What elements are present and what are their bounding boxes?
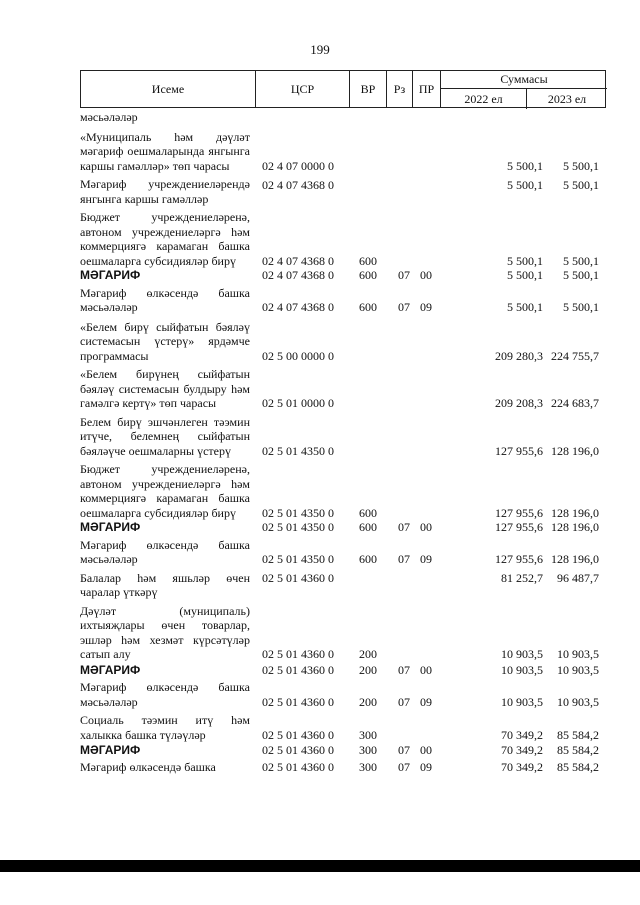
row-value-2023: 224 683,7	[551, 396, 599, 410]
table-row	[80, 286, 606, 315]
row-value-2022: 10 903,5	[501, 662, 543, 677]
row-value-2022: 70 349,2	[501, 759, 543, 774]
row-pr: 00	[420, 268, 432, 282]
scan-border	[0, 860, 640, 872]
row-csr: 02 5 01 4350 0	[262, 552, 334, 566]
table-row	[80, 177, 606, 206]
table-row	[80, 520, 606, 535]
row-value-2022: 70 349,2	[501, 727, 543, 742]
row-name: Мәгариф өлкәсендә башка мәсьәләләр	[80, 285, 250, 314]
row-name: МӘГАРИФ	[80, 743, 141, 757]
row-pr: 09	[420, 759, 432, 774]
row-name: мәсьәләләр	[80, 110, 138, 124]
header-pr: ПР	[413, 71, 441, 107]
table-row	[80, 713, 606, 742]
row-name: Дәүләт (муниципаль) ихтыяҗлары өчен товарлар, эшләр һәм хезмәт күрсәтүләр сатып алу	[80, 603, 250, 661]
row-value-2023: 10 903,5	[557, 694, 599, 709]
row-value-2022: 127 955,6	[495, 443, 543, 458]
row-csr: 02 5 01 4360 0	[262, 571, 334, 585]
row-csr: 02 5 00 0000 0	[262, 348, 334, 363]
table-row	[80, 663, 606, 678]
row-name: Бюджет учреждениеләренә, автоном учреждениеләргә һәм коммерциягә карамаган башка оешмаларга субсидияләр бирү	[80, 210, 250, 268]
budget-table-body	[80, 108, 606, 774]
table-row	[80, 415, 606, 459]
row-pr: 00	[420, 743, 432, 757]
row-name: Балалар һәм яшьләр өчен чаралар үткәрү	[80, 570, 250, 599]
row-name: Мәгариф учреждениеләрендә янгынга каршы гамәлләр	[80, 177, 250, 206]
row-csr: 02 4 07 4368 0	[262, 253, 334, 268]
row-csr: 02 5 01 4350 0	[262, 505, 334, 520]
row-vr: 200	[359, 662, 377, 677]
row-csr: 02 4 07 4368 0	[262, 177, 334, 192]
row-value-2022: 127 955,6	[495, 505, 543, 520]
row-csr: 02 4 07 4368 0	[262, 300, 334, 314]
row-csr: 02 5 01 4360 0	[262, 727, 334, 742]
table-row	[80, 462, 606, 520]
row-value-2022: 127 955,6	[495, 552, 543, 566]
row-name: МӘГАРИФ	[80, 520, 141, 534]
table-row	[80, 210, 606, 268]
table-row	[80, 130, 606, 174]
row-value-2022: 10 903,5	[501, 694, 543, 709]
row-value-2023: 5 500,1	[563, 177, 599, 192]
row-csr: 02 5 01 4360 0	[262, 759, 334, 774]
row-name: Белем бирү эшчәнлеген тәэмин итүче, белемнең сыйфатын бәяләүче оешмаларны үстерү	[80, 414, 250, 458]
table-row	[80, 110, 606, 125]
row-name: Мәгариф өлкәсендә башка	[80, 759, 216, 774]
header-year-2022: 2022 ел	[441, 89, 527, 109]
row-value-2022: 5 500,1	[507, 158, 543, 173]
table-row	[80, 571, 606, 600]
row-vr: 600	[359, 505, 377, 520]
row-name: «Муниципаль һәм дәүләт мәгариф оешмаларында янгынга каршы гамәлләр» төп чарасы	[80, 129, 250, 173]
table-row	[80, 538, 606, 567]
row-name: «Белем бирүнең сыйфатын бәяләү системасын булдыру һәм гамәлгә кертү» төп чарасы	[80, 367, 250, 410]
row-value-2022: 5 500,1	[507, 177, 543, 192]
row-value-2023: 224 755,7	[551, 348, 599, 363]
row-name: Мәгариф өлкәсендә башка мәсьәләләр	[80, 537, 250, 566]
row-value-2023: 128 196,0	[551, 552, 599, 566]
table-header	[80, 70, 606, 108]
header-vr: ВР	[350, 71, 387, 107]
row-csr: 02 4 07 4368 0	[262, 268, 334, 282]
row-value-2022: 10 903,5	[501, 647, 543, 661]
row-rz: 07	[398, 300, 410, 314]
row-name: Социаль тәэмин итү һәм халыкка башка түләүләр	[80, 713, 250, 742]
row-csr: 02 5 01 4360 0	[262, 647, 334, 661]
row-value-2023: 85 584,2	[557, 727, 599, 742]
row-pr: 00	[420, 520, 432, 534]
row-value-2022: 209 280,3	[495, 348, 543, 363]
header-csr: ЦСР	[256, 71, 350, 107]
row-csr: 02 5 01 4360 0	[262, 694, 334, 709]
row-csr: 02 5 01 4360 0	[262, 662, 334, 677]
page-number: 199	[310, 42, 330, 57]
table-row	[80, 680, 606, 709]
row-value-2023: 5 500,1	[563, 268, 599, 282]
row-vr: 600	[359, 552, 377, 566]
row-vr: 600	[359, 253, 377, 268]
row-name: МӘГАРИФ	[80, 662, 141, 677]
row-value-2023: 10 903,5	[557, 662, 599, 677]
row-vr: 600	[359, 520, 377, 534]
row-value-2023: 128 196,0	[551, 520, 599, 534]
row-value-2023: 5 500,1	[563, 253, 599, 268]
row-name: Мәгариф өлкәсендә башка мәсьәләләр	[80, 680, 250, 709]
row-rz: 07	[398, 759, 410, 774]
row-csr: 02 5 01 4350 0	[262, 443, 334, 458]
row-vr: 200	[359, 647, 377, 661]
row-value-2022: 5 500,1	[507, 300, 543, 314]
row-value-2022: 81 252,7	[501, 571, 543, 585]
header-year-2023: 2023 ел	[547, 91, 587, 106]
row-rz: 07	[398, 743, 410, 757]
row-pr: 09	[420, 552, 432, 566]
table-row	[80, 367, 606, 411]
row-name: Бюджет учреждениеләренә, автоном учреждениеләргә һәм коммерциягә карамаган башка оешмаларга субсидияләр бирү	[80, 462, 250, 520]
row-rz: 07	[398, 552, 410, 566]
row-pr: 00	[420, 662, 432, 677]
row-csr: 02 4 07 0000 0	[262, 158, 334, 173]
row-rz: 07	[398, 662, 410, 677]
row-rz: 07	[398, 268, 410, 282]
row-csr: 02 5 01 4350 0	[262, 520, 334, 534]
row-value-2023: 85 584,2	[557, 759, 599, 774]
row-csr: 02 5 01 0000 0	[262, 396, 334, 410]
header-sums: Суммасы	[441, 71, 607, 89]
row-rz: 07	[398, 694, 410, 709]
row-pr: 09	[420, 300, 432, 314]
row-vr: 600	[359, 300, 377, 314]
row-value-2023: 5 500,1	[563, 300, 599, 314]
table-row	[80, 268, 606, 283]
table-row	[80, 743, 606, 758]
row-vr: 300	[359, 759, 377, 774]
row-value-2023: 128 196,0	[551, 505, 599, 520]
table-row	[80, 760, 606, 775]
row-vr: 300	[359, 727, 377, 742]
row-rz: 07	[398, 520, 410, 534]
row-value-2022: 127 955,6	[495, 520, 543, 534]
row-value-2023: 128 196,0	[551, 443, 599, 458]
row-value-2022: 209 208,3	[495, 396, 543, 410]
row-value-2023: 5 500,1	[563, 158, 599, 173]
row-value-2022: 5 500,1	[507, 253, 543, 268]
row-value-2023: 85 584,2	[557, 743, 599, 757]
row-name: «Белем бирү сыйфатын бәяләү системасын үстерү» ярдәмче программасы	[80, 319, 250, 363]
header-rz: Рз	[387, 71, 413, 107]
row-name: МӘГАРИФ	[80, 268, 141, 282]
table-row	[80, 604, 606, 662]
row-vr: 600	[359, 268, 377, 282]
row-value-2022: 5 500,1	[507, 268, 543, 282]
table-row	[80, 320, 606, 364]
row-pr: 09	[420, 694, 432, 709]
row-vr: 200	[359, 694, 377, 709]
header-name: Исеме	[81, 71, 256, 107]
row-vr: 300	[359, 743, 377, 757]
row-value-2022: 70 349,2	[501, 743, 543, 757]
row-value-2023: 10 903,5	[557, 647, 599, 661]
row-csr: 02 5 01 4360 0	[262, 743, 334, 757]
row-value-2023: 96 487,7	[557, 571, 599, 585]
